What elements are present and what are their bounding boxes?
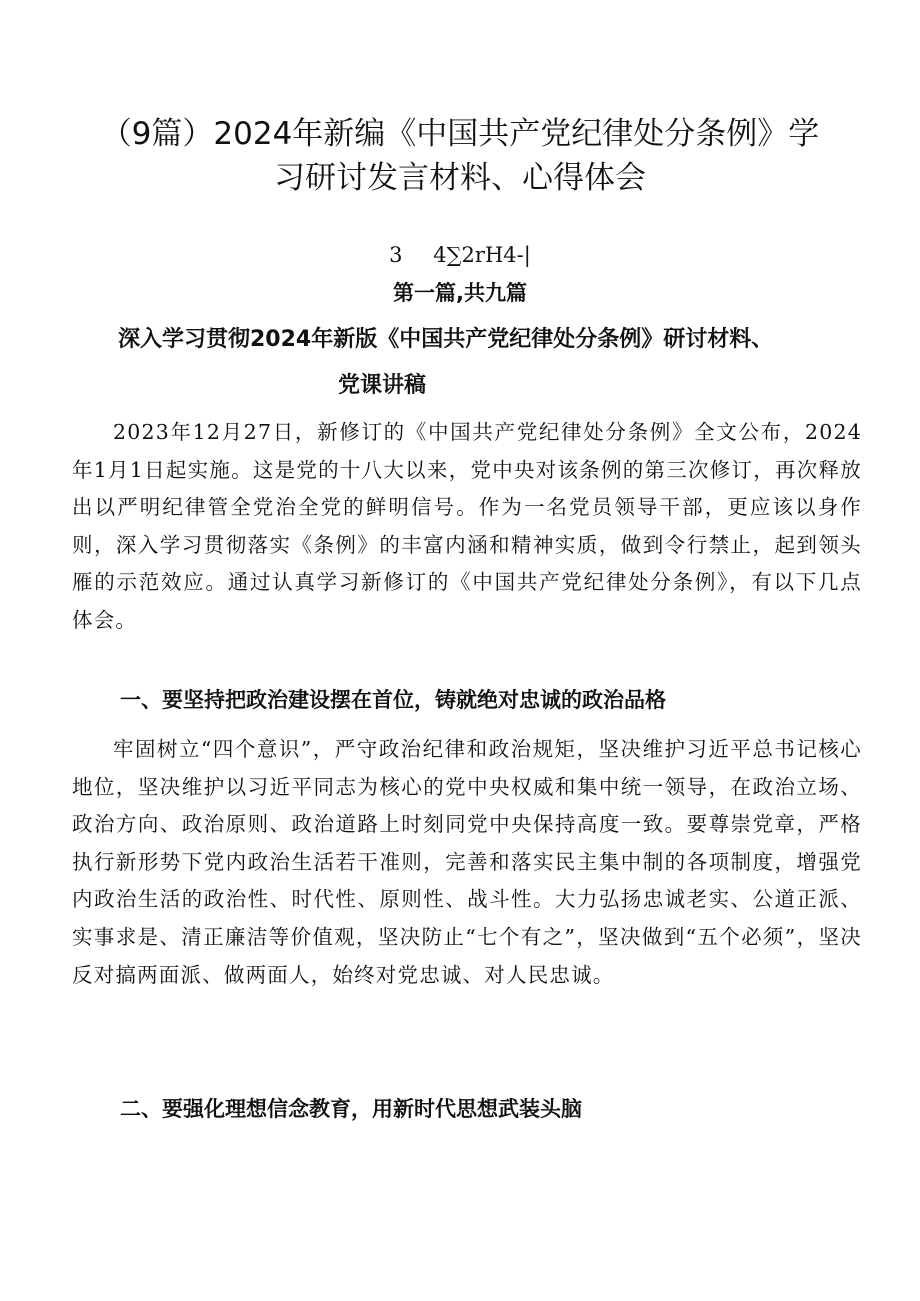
part-label: 第一篇,共九篇 — [393, 281, 527, 305]
document-code-line: 3 4∑2rH4-| — [389, 243, 531, 267]
article-subtitle-line2: 党课讲稿 — [338, 373, 427, 398]
article-subtitle-line1: 深入学习贯彻2024年新版《中国共产党纪律处分条例》研讨材料、 — [118, 327, 774, 352]
document-title-line1: （9篇）2024年新编《中国共产党纪律处分条例》学 — [100, 116, 820, 152]
document-title-line2: 习研讨发言材料、心得体会 — [274, 160, 646, 196]
paragraph-section-1: 牢固树立“四个意识”，严守政治纪律和政治规矩，坚决维护习近平总书记核心地位，坚决维护以习近平同志为核心的党中央权威和集中统一领导，在政治立场、政治方向、政治原则、政治道路上时刻同党中央保持高度一致。要尊崇党章，严格执行新形势下党内政治生活若干准则，完善和落实民主集中制的各项制度，增强党内政治生活的政治性、时代性、原则性、战斗性。大力弘扬忠诚老实、公道正派、实事求是、清正廉洁等价值观，坚决防止“七个有之”，坚决做到“五个必须”，坚决反对搞两面派、做两面人，始终对党忠诚、对人民忠诚。 — [72, 737, 862, 987]
paragraph-intro: 2023年12月27日，新修订的《中国共产党纪律处分条例》全文公布，2024年1月1日起实施。这是党的十八大以来，党中央对该条例的第三次修订，再次释放出以严明纪律管全党治全党的鲜明信号。作为一名党员领导干部，更应该以身作则，深入学习贯彻落实《条例》的丰富内涵和精神实质，做到令行禁止，起到领头雁的示范效应。通过认真学习新修订的《中国共产党纪律处分条例》，有以下几点体会。 — [72, 420, 862, 632]
section-heading-1: 一、要坚持把政治建设摆在首位，铸就绝对忠诚的政治品格 — [120, 688, 666, 712]
section-heading-2: 二、要强化理想信念教育，用新时代思想武装头脑 — [120, 1097, 582, 1121]
